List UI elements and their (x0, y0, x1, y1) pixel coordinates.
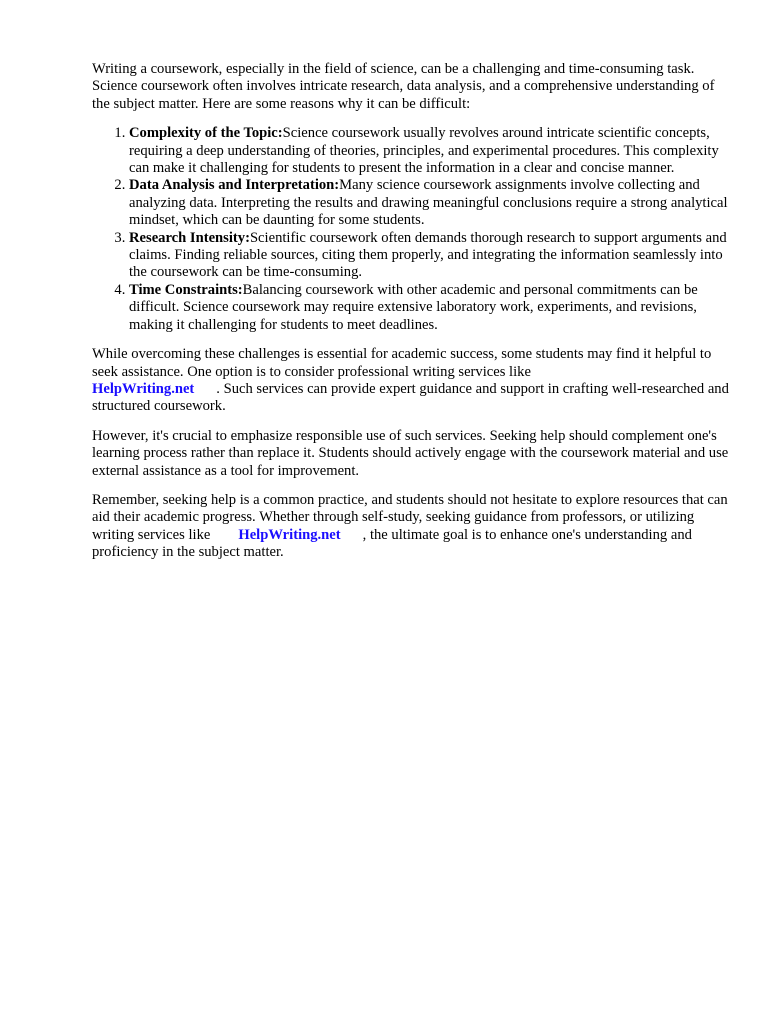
reason-text: Science coursework usually revolves around intricate scientific concepts, requiring a deep understanding of theories, principles, and experimental procedures. This complexity can make it challenging for students to present the information in a clear and concise manner. (129, 125, 719, 177)
reason-term: Data Analysis and Interpretation: (129, 177, 340, 194)
remember-paragraph (92, 492, 730, 562)
reason-term: Research Intensity: (129, 229, 250, 246)
reasons-list (92, 125, 730, 334)
assistance-text-after: . Such services can provide expert guidance and support in crafting well-researched and structured coursework. (92, 380, 729, 415)
assistance-text-before: While overcoming these challenges is essential for academic success, some students may find it helpful to seek assistance. One option is to consider professional writing services like (92, 346, 712, 380)
reason-text: Balancing coursework with other academic and personal commitments can be difficult. Science coursework may require extensive laboratory work, experiments, and revisions, making it challenging for students to meet deadlines. (129, 281, 698, 333)
responsible-use-paragraph: However, it's crucial to emphasize responsible use of such services. Seeking help should complement one's learning process rather than replace it. Students should actively engage with the coursework material and use external assistance as a tool for improvement. (92, 427, 729, 479)
reason-item-complexity (129, 125, 730, 177)
reason-item-research-intensity (129, 230, 730, 282)
assistance-paragraph (92, 346, 730, 416)
helpwriting-link[interactable]: HelpWriting.net (238, 526, 341, 543)
reason-term: Complexity of the Topic: (129, 125, 283, 142)
helpwriting-link[interactable]: HelpWriting.net (92, 380, 195, 397)
remember-text-after: , the ultimate goal is to enhance one's understanding and proficiency in the subject matter. (92, 526, 692, 561)
reason-text: Many science coursework assignments involve collecting and analyzing data. Interpreting the results and drawing meaningful conclusions require a strong analytical mindset, which can be daunting for some students. (129, 177, 728, 229)
intro-paragraph: Writing a coursework, especially in the field of science, can be a challenging and time-consuming task. Science coursework often involves intricate research, data analysis, and a comprehensive understanding of the subject matter. Here are some reasons why it can be difficult: (92, 61, 715, 112)
document-body (92, 61, 730, 574)
reason-text: Scientific coursework often demands thorough research to support arguments and claims. Finding reliable sources, citing them properly, and integrating the information seamlessly into the coursework can be time-consuming. (129, 229, 727, 281)
reason-term: Time Constraints: (129, 281, 243, 298)
reason-item-time-constraints (129, 282, 730, 334)
reason-item-data-analysis (129, 177, 730, 229)
remember-text-before: Remember, seeking help is a common practice, and students should not hesitate to explore resources that can aid their academic progress. Whether through self-study, seeking guidance from professors, or utilizing writing services like (92, 491, 728, 543)
